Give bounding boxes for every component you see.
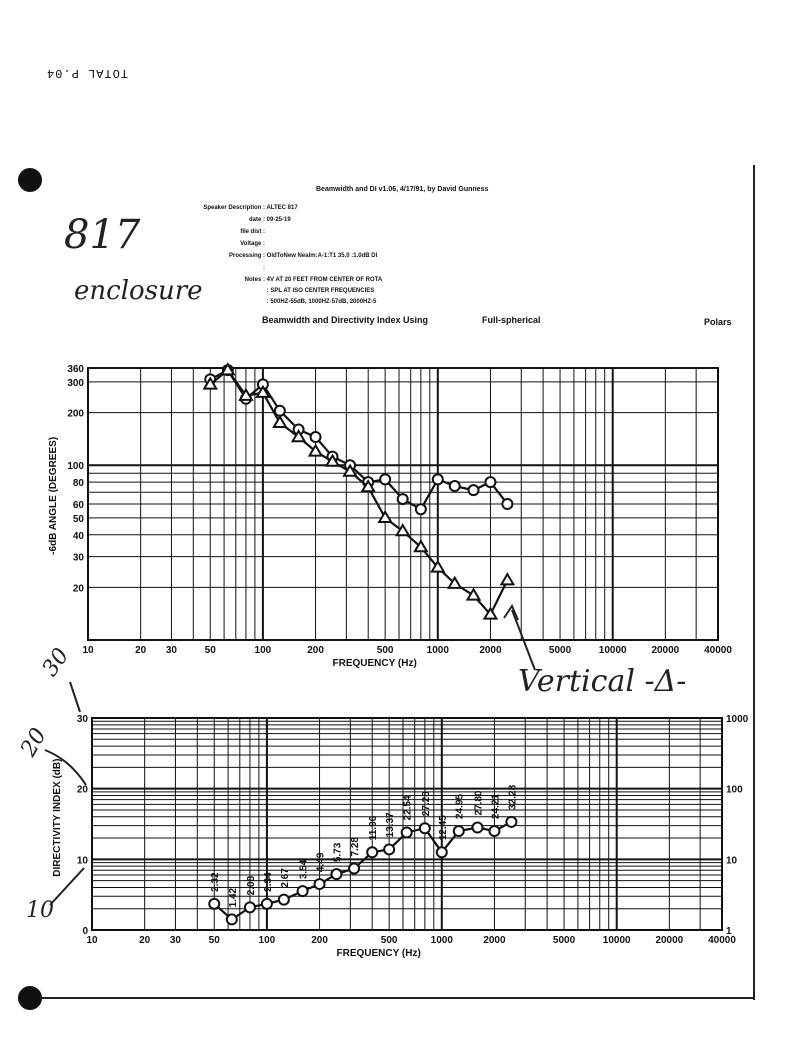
- di-30-arrow: [70, 682, 80, 712]
- data-label: 2.32: [210, 872, 222, 892]
- meta-value: : SPL AT ISO CENTER FREQUENCIES: [266, 288, 375, 294]
- y-tick-label: 10: [76, 855, 88, 867]
- handwritten-di-20: 20: [16, 724, 52, 761]
- y2-tick-label: 1: [726, 926, 732, 937]
- circle-data-point: [275, 406, 285, 416]
- x-tick-label: 1000: [426, 645, 449, 656]
- y-tick-label: 20: [72, 583, 84, 595]
- circle-data-point: [433, 474, 443, 484]
- x-tick-label: 500: [380, 935, 398, 946]
- x-tick-label: 20: [135, 645, 147, 656]
- x-tick-label: 30: [165, 645, 178, 656]
- x-tick-label: 200: [311, 935, 328, 946]
- x-tick-label: 2000: [483, 935, 506, 946]
- handwritten-di-30: 30: [37, 643, 75, 682]
- meta-value: OldToNew Nealm:A-1:T1 35.0 :1.0dB DI: [266, 253, 378, 259]
- meta-label: Speaker Description :: [203, 205, 265, 211]
- circle-data-point: [380, 474, 390, 484]
- x-tick-label: 10000: [598, 645, 627, 656]
- x-tick-label: 200: [307, 645, 324, 656]
- data-label: 32.28: [507, 784, 519, 810]
- x-tick-label: 500: [376, 645, 394, 656]
- meta-value: : 500HZ-55dB, 1000HZ-57dB, 2000HZ-5: [266, 299, 377, 305]
- circle-data-point: [485, 477, 495, 487]
- y-tick-label: 60: [72, 500, 84, 511]
- x-tick-label: 20: [139, 935, 151, 946]
- y-axis-label: DIRECTIVITY INDEX (dB): [52, 758, 63, 877]
- data-label: 24.21: [490, 794, 502, 820]
- triangle-data-point: [468, 589, 480, 599]
- x-tick-label: 20000: [651, 645, 680, 656]
- y-tick-label: 30: [72, 552, 84, 564]
- data-label: 7.28: [350, 837, 362, 857]
- circle-data-point: [420, 823, 430, 833]
- data-label: 12.45: [437, 815, 449, 841]
- data-label: 5.73: [332, 842, 344, 863]
- plot-frame: [92, 718, 722, 930]
- fax-footer: TOTAL P.04: [46, 66, 129, 80]
- x-tick-label: 2000: [479, 645, 502, 656]
- circle-data-point: [473, 823, 483, 833]
- circle-data-point: [298, 886, 308, 896]
- x-tick-label: 10: [86, 935, 98, 946]
- x-tick-label: 40000: [704, 645, 732, 656]
- x-tick-label: 10000: [602, 935, 631, 946]
- data-label: 4.49: [315, 852, 327, 873]
- meta-label: Processing :: [228, 253, 265, 259]
- chart-mode: Full-spherical: [482, 315, 541, 325]
- meta-value: 09-25-19: [266, 217, 291, 223]
- x-tick-label: 40000: [708, 935, 736, 946]
- x-tick-label: 100: [254, 645, 272, 656]
- circle-data-point: [454, 826, 464, 836]
- report-title: Beamwidth and DI v1.06, 4/17/91, by David Gunness: [316, 186, 489, 193]
- meta-label: :: [263, 265, 265, 271]
- x-tick-label: 5000: [552, 935, 576, 946]
- data-label: 22.54: [402, 795, 414, 821]
- data-label: 2.67: [279, 868, 291, 888]
- x-tick-label: 1000: [430, 935, 453, 946]
- y-tick-label: 30: [76, 714, 88, 725]
- y-axis-label: -6dB ANGLE (DEGREES): [48, 436, 59, 555]
- circle-data-point: [315, 879, 325, 889]
- circle-data-point: [469, 485, 479, 495]
- handwritten-di-10: 10: [26, 898, 54, 923]
- x-axis-label: FREQUENCY (Hz): [336, 948, 421, 959]
- y-tick-label: 300: [67, 377, 84, 389]
- circle-data-point: [402, 827, 412, 837]
- circle-data-point: [450, 481, 460, 491]
- circle-data-point: [311, 432, 321, 442]
- circle-data-point: [384, 844, 394, 854]
- meta-label: Notes :: [244, 277, 265, 283]
- y2-tick-label: 1000: [726, 714, 749, 725]
- data-label: 11.96: [368, 815, 380, 841]
- triangle-data-point: [274, 417, 286, 427]
- y-tick-label: 50: [72, 513, 84, 525]
- circle-data-point: [279, 895, 289, 905]
- handwritten-vertical-note: Vertical -Δ-: [518, 664, 687, 699]
- meta-label: file dist :: [240, 229, 265, 235]
- y2-tick-label: 100: [726, 784, 743, 796]
- circle-data-point: [416, 504, 426, 514]
- circle-data-point: [367, 847, 377, 857]
- data-label: 1.42: [227, 887, 239, 908]
- chart-subtitle: Beamwidth and Directivity Index Using: [262, 315, 429, 325]
- circle-data-point: [245, 902, 255, 912]
- data-label: 13.37: [385, 812, 397, 838]
- data-label: 27.28: [420, 791, 432, 817]
- circle-data-point: [437, 847, 447, 857]
- circle-data-point: [349, 864, 359, 874]
- y-tick-label: 360: [67, 364, 84, 375]
- x-tick-label: 20000: [655, 935, 684, 946]
- y2-tick-label: 10: [726, 855, 738, 867]
- circle-data-point: [502, 499, 512, 509]
- data-label: 3.54: [298, 859, 310, 880]
- triangle-data-point: [501, 574, 513, 584]
- y-tick-label: 0: [82, 926, 88, 937]
- x-tick-label: 50: [204, 645, 216, 656]
- circle-data-point: [227, 914, 237, 924]
- y-tick-label: 80: [72, 478, 84, 490]
- handwritten-model: 817: [64, 212, 141, 258]
- data-label: 2.34: [262, 872, 274, 892]
- data-label: 24.95: [454, 794, 466, 820]
- x-tick-label: 10: [82, 645, 94, 656]
- triangle-data-point: [379, 512, 391, 522]
- x-tick-label: 50: [208, 935, 220, 946]
- chart-polars-label: Polars: [704, 317, 732, 327]
- meta-label: Voltage :: [240, 241, 265, 247]
- circle-data-point: [262, 899, 272, 909]
- data-label: 27.80: [473, 790, 485, 816]
- x-tick-label: 30: [169, 935, 182, 946]
- circle-data-point: [506, 817, 516, 827]
- x-tick-label: 5000: [548, 645, 572, 656]
- y-tick-label: 20: [76, 784, 88, 796]
- x-axis-label: FREQUENCY (Hz): [332, 658, 417, 669]
- y-tick-label: 100: [67, 461, 84, 473]
- meta-value: 4V AT 20 FEET FROM CENTER OF ROTA: [266, 277, 383, 283]
- y-tick-label: 40: [72, 530, 84, 542]
- data-label: 2.08: [245, 875, 257, 896]
- circle-data-point: [331, 869, 341, 879]
- circle-data-point: [489, 826, 499, 836]
- y-tick-label: 200: [67, 408, 84, 420]
- circle-data-point: [398, 494, 408, 504]
- meta-value: ALTEC 817: [266, 205, 298, 211]
- handwritten-enclosure: enclosure: [74, 276, 203, 306]
- x-tick-label: 100: [258, 935, 276, 946]
- meta-label: date :: [248, 217, 265, 223]
- circle-data-point: [209, 899, 219, 909]
